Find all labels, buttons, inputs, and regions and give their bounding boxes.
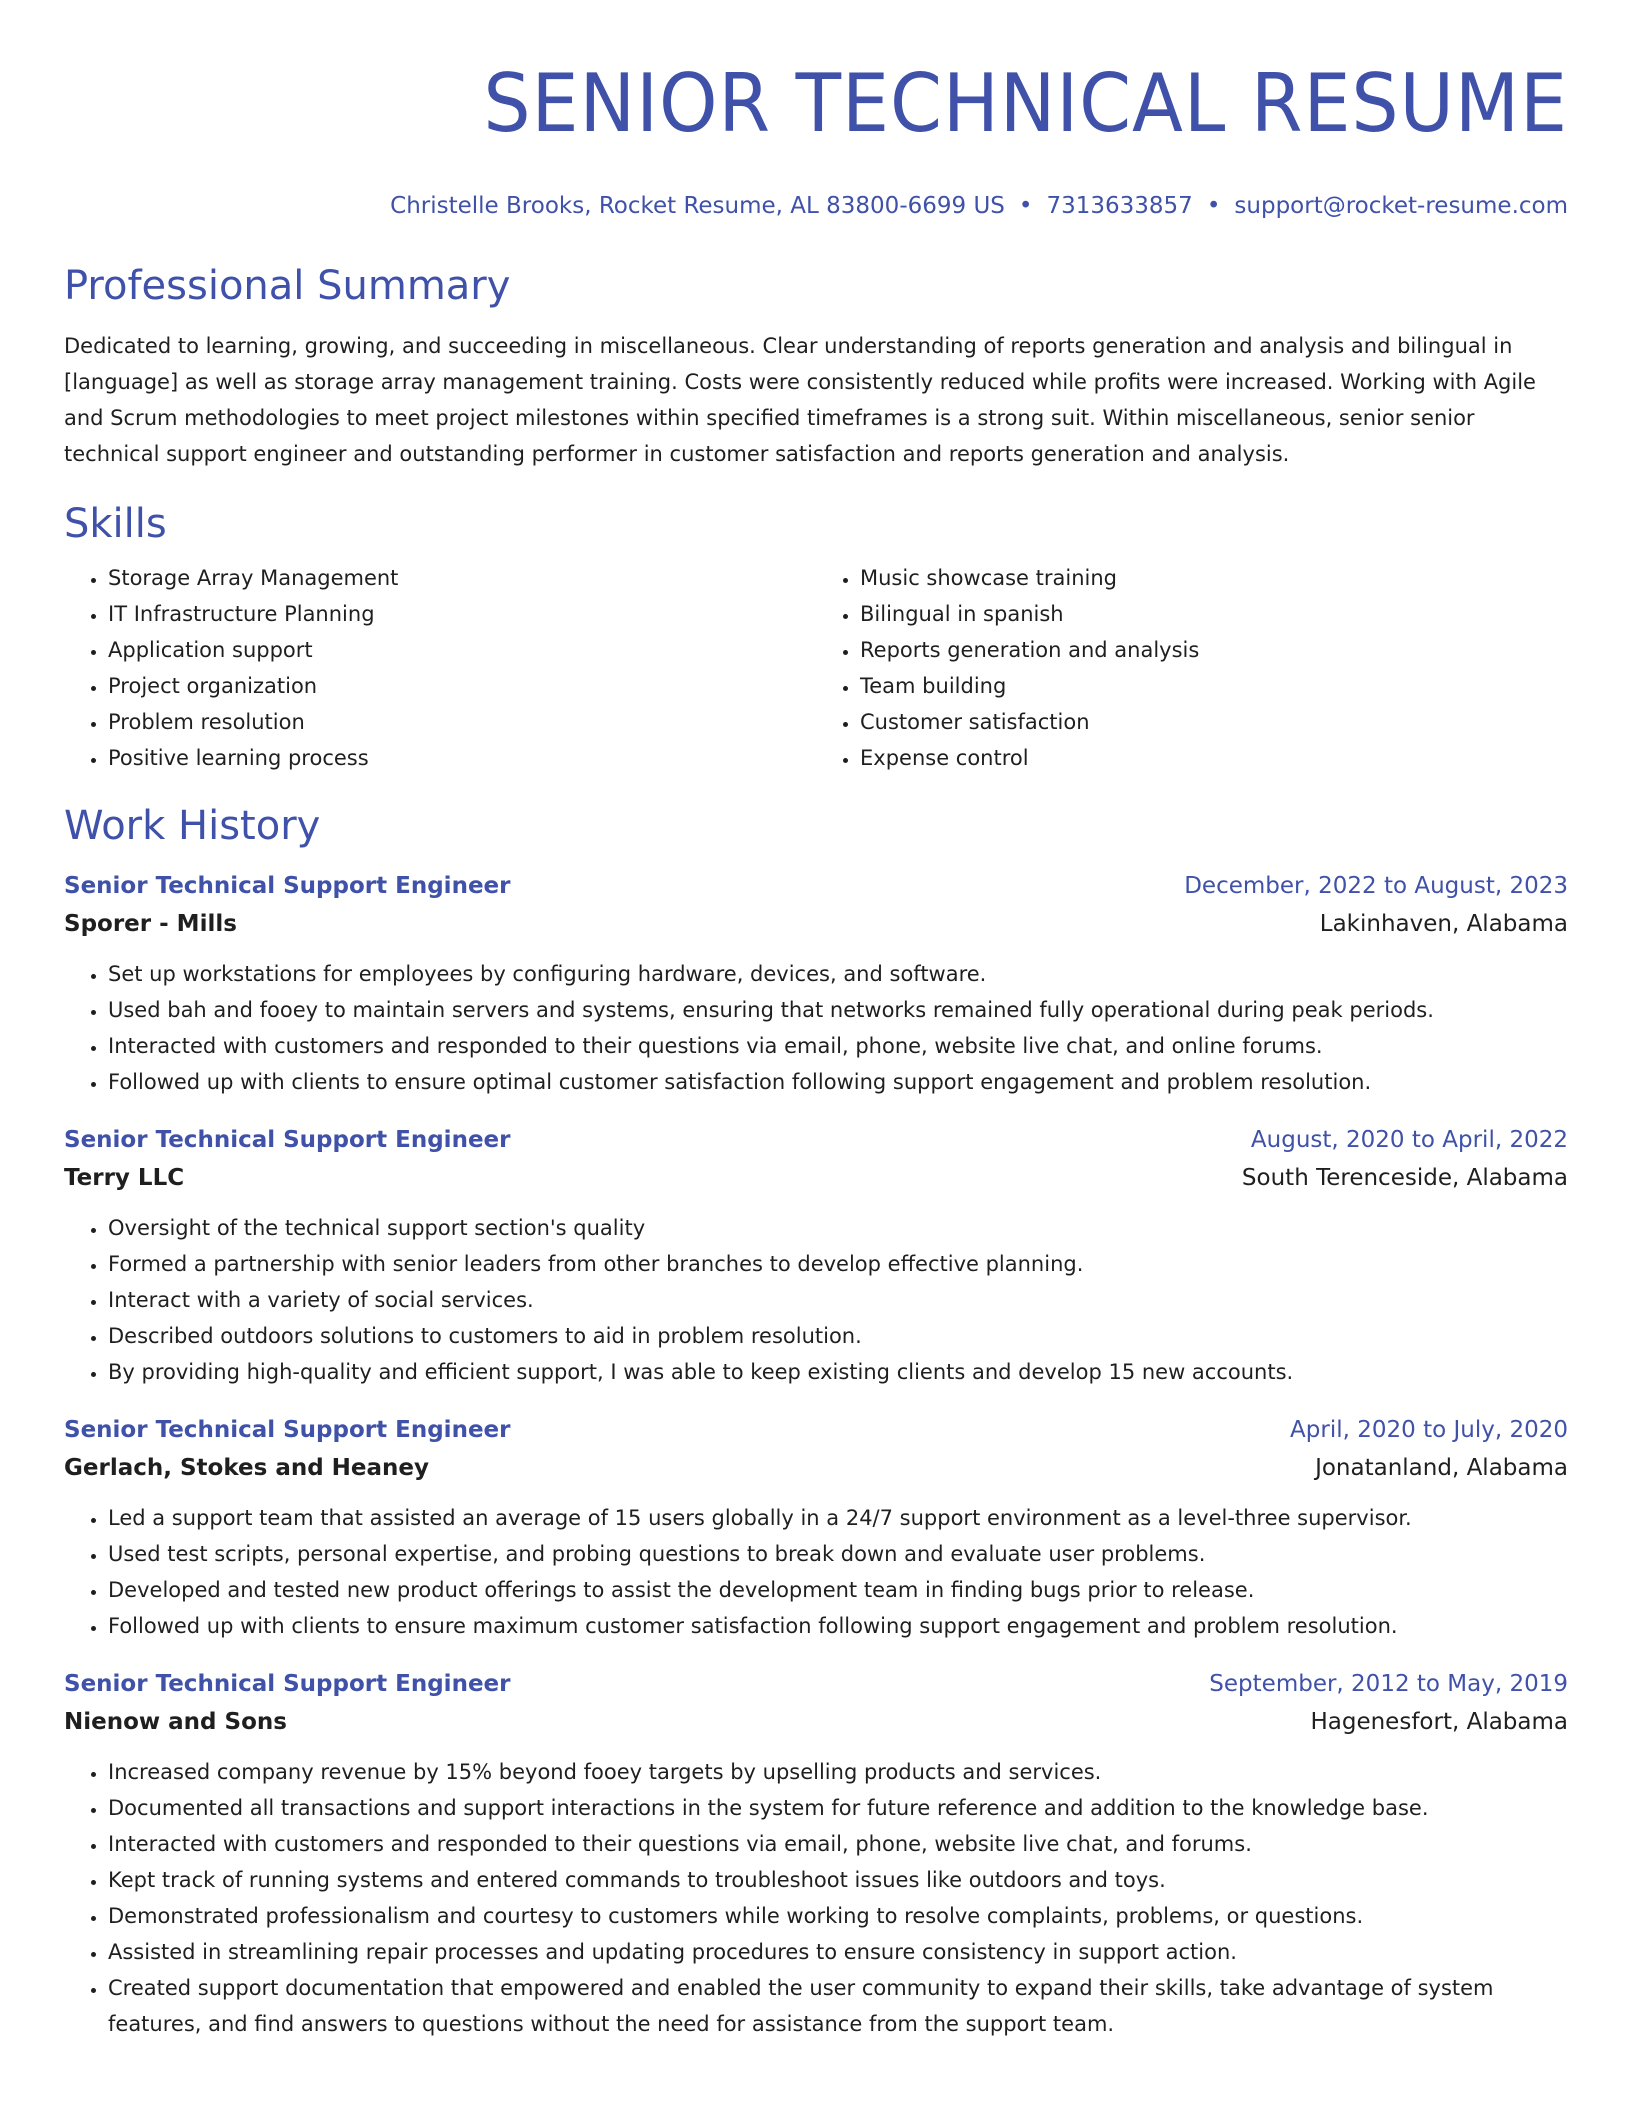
- skill-item: • Project organization: [108, 668, 816, 704]
- job-bullet: • Increased company revenue by 15% beyond fooey targets by upselling products and services.: [108, 1754, 1568, 1790]
- skill-item: • Storage Array Management: [108, 560, 816, 596]
- job-bullet: • Demonstrated professionalism and courtesy to customers while working to resolve complaints, problems, or questions.: [108, 1898, 1568, 1934]
- job-entry: [64, 1122, 1568, 1390]
- job-bullet: • Used test scripts, personal expertise, and probing questions to break down and evaluate user problems.: [108, 1536, 1568, 1572]
- job-bullet: • Followed up with clients to ensure maximum customer satisfaction following support engagement and problem resolution.: [108, 1608, 1568, 1644]
- resume-title: SENIOR TECHNICAL RESUME: [483, 57, 1568, 150]
- section-title-professional-summary: Professional Summary: [64, 263, 511, 309]
- job-location: Jonatanland, Alabama: [1315, 1455, 1568, 1481]
- job-bullet: • Oversight of the technical support section's quality: [108, 1210, 1568, 1246]
- job-location: Lakinhaven, Alabama: [1319, 911, 1568, 937]
- job-employer-row: [64, 1158, 1568, 1198]
- job-title: Senior Technical Support Engineer: [64, 1127, 511, 1153]
- skill-item: • Music showcase training: [860, 560, 1568, 596]
- job-bullet: • Formed a partnership with senior leaders from other branches to develop effective planning.: [108, 1246, 1568, 1282]
- job-entry: [64, 1412, 1568, 1644]
- job-bullet: • Set up workstations for employees by configuring hardware, devices, and software.: [108, 956, 1568, 992]
- job-company: Sporer - Mills: [64, 911, 237, 937]
- skill-item: • IT Infrastructure Planning: [108, 596, 816, 632]
- job-bullet: • Documented all transactions and support interactions in the system for future reference and addition to the knowledge base.: [108, 1790, 1568, 1826]
- skills-grid: [64, 560, 1568, 776]
- job-location: Hagenesfort, Alabama: [1310, 1709, 1568, 1735]
- job-bullet: • Interacted with customers and responded to their questions via email, phone, website live chat, and online forums.: [108, 1028, 1568, 1064]
- job-bullet: • Interact with a variety of social services.: [108, 1282, 1568, 1318]
- skills-column-right: [816, 560, 1568, 776]
- job-entry: [64, 868, 1568, 1100]
- job-bullet: • Developed and tested new product offerings to assist the development team in finding bugs prior to release.: [108, 1572, 1568, 1608]
- job-heading-row: [64, 1412, 1568, 1448]
- contact-email: support@rocket-resume.com: [1234, 193, 1568, 219]
- section-title-skills: Skills: [64, 501, 167, 547]
- job-company: Terry LLC: [64, 1165, 185, 1191]
- skill-item: • Team building: [860, 668, 1568, 704]
- contact-phone: 7313633857: [1046, 193, 1193, 219]
- skill-item: • Expense control: [860, 740, 1568, 776]
- job-dates: August, 2020 to April, 2022: [1250, 1127, 1568, 1153]
- job-location: South Terenceside, Alabama: [1241, 1165, 1568, 1191]
- job-bullet-list: [64, 956, 1568, 1100]
- job-bullet-list: [64, 1754, 1568, 2042]
- job-bullet: • Interacted with customers and responded to their questions via email, phone, website live chat, and forums.: [108, 1826, 1568, 1862]
- job-heading-row: [64, 1666, 1568, 1702]
- job-bullet: • Led a support team that assisted an average of 15 users globally in a 24/7 support environment as a level-three supervisor.: [108, 1500, 1568, 1536]
- job-bullet: • Assisted in streamlining repair processes and updating procedures to ensure consistency in support action.: [108, 1934, 1568, 1970]
- work-history-list: [64, 868, 1568, 2042]
- skill-item: • Bilingual in spanish: [860, 596, 1568, 632]
- job-title: Senior Technical Support Engineer: [64, 1417, 511, 1443]
- job-bullet-list: [64, 1210, 1568, 1390]
- job-bullet: • Described outdoors solutions to customers to aid in problem resolution.: [108, 1318, 1568, 1354]
- skill-item: • Application support: [108, 632, 816, 668]
- summary-text: Dedicated to learning, growing, and succeeding in miscellaneous. Clear understanding of reports generation and analysis and bilingual in [language] as well as storage array management training. Costs were consistently reduced while profits were increased. Working with Agile and Scrum methodologies to meet project milestones within specified timeframes is a strong suit. Within miscellaneous, senior senior technical support engineer and outstanding performer in customer satisfaction and reports generation and analysis.: [64, 334, 1536, 466]
- skill-item: • Customer satisfaction: [860, 704, 1568, 740]
- job-company: Nienow and Sons: [64, 1709, 287, 1735]
- skills-column-left: [64, 560, 816, 776]
- resume-header: [64, 56, 1568, 220]
- job-bullet: • Created support documentation that empowered and enabled the user community to expand their skills, take advantage of system features, and find answers to questions without the need for assistance from the support team.: [108, 1970, 1568, 2042]
- job-employer-row: [64, 904, 1568, 944]
- job-bullet-list: [64, 1500, 1568, 1644]
- job-dates: April, 2020 to July, 2020: [1290, 1417, 1568, 1443]
- contact-separator: •: [1206, 193, 1221, 219]
- contact-address: Christelle Brooks, Rocket Resume, AL 83800-6699 US: [390, 193, 1005, 219]
- job-entry: [64, 1666, 1568, 2042]
- job-heading-row: [64, 868, 1568, 904]
- job-heading-row: [64, 1122, 1568, 1158]
- job-employer-row: [64, 1448, 1568, 1488]
- job-title: Senior Technical Support Engineer: [64, 1671, 511, 1697]
- job-company: Gerlach, Stokes and Heaney: [64, 1455, 430, 1481]
- skill-item: • Problem resolution: [108, 704, 816, 740]
- contact-line: [64, 192, 1568, 220]
- job-bullet: • By providing high-quality and efficient support, I was able to keep existing clients and develop 15 new accounts.: [108, 1354, 1568, 1390]
- section-title-work-history: Work History: [64, 803, 321, 849]
- job-employer-row: [64, 1702, 1568, 1742]
- skill-item: • Reports generation and analysis: [860, 632, 1568, 668]
- job-title: Senior Technical Support Engineer: [64, 873, 511, 899]
- job-dates: December, 2022 to August, 2023: [1184, 873, 1568, 899]
- job-bullet: • Followed up with clients to ensure optimal customer satisfaction following support engagement and problem resolution.: [108, 1064, 1568, 1100]
- job-bullet: • Used bah and fooey to maintain servers and systems, ensuring that networks remained fully operational during peak periods.: [108, 992, 1568, 1028]
- job-bullet: • Kept track of running systems and entered commands to troubleshoot issues like outdoors and toys.: [108, 1862, 1568, 1898]
- skill-item: • Positive learning process: [108, 740, 816, 776]
- job-dates: September, 2012 to May, 2019: [1209, 1671, 1568, 1697]
- contact-separator: •: [1018, 193, 1033, 219]
